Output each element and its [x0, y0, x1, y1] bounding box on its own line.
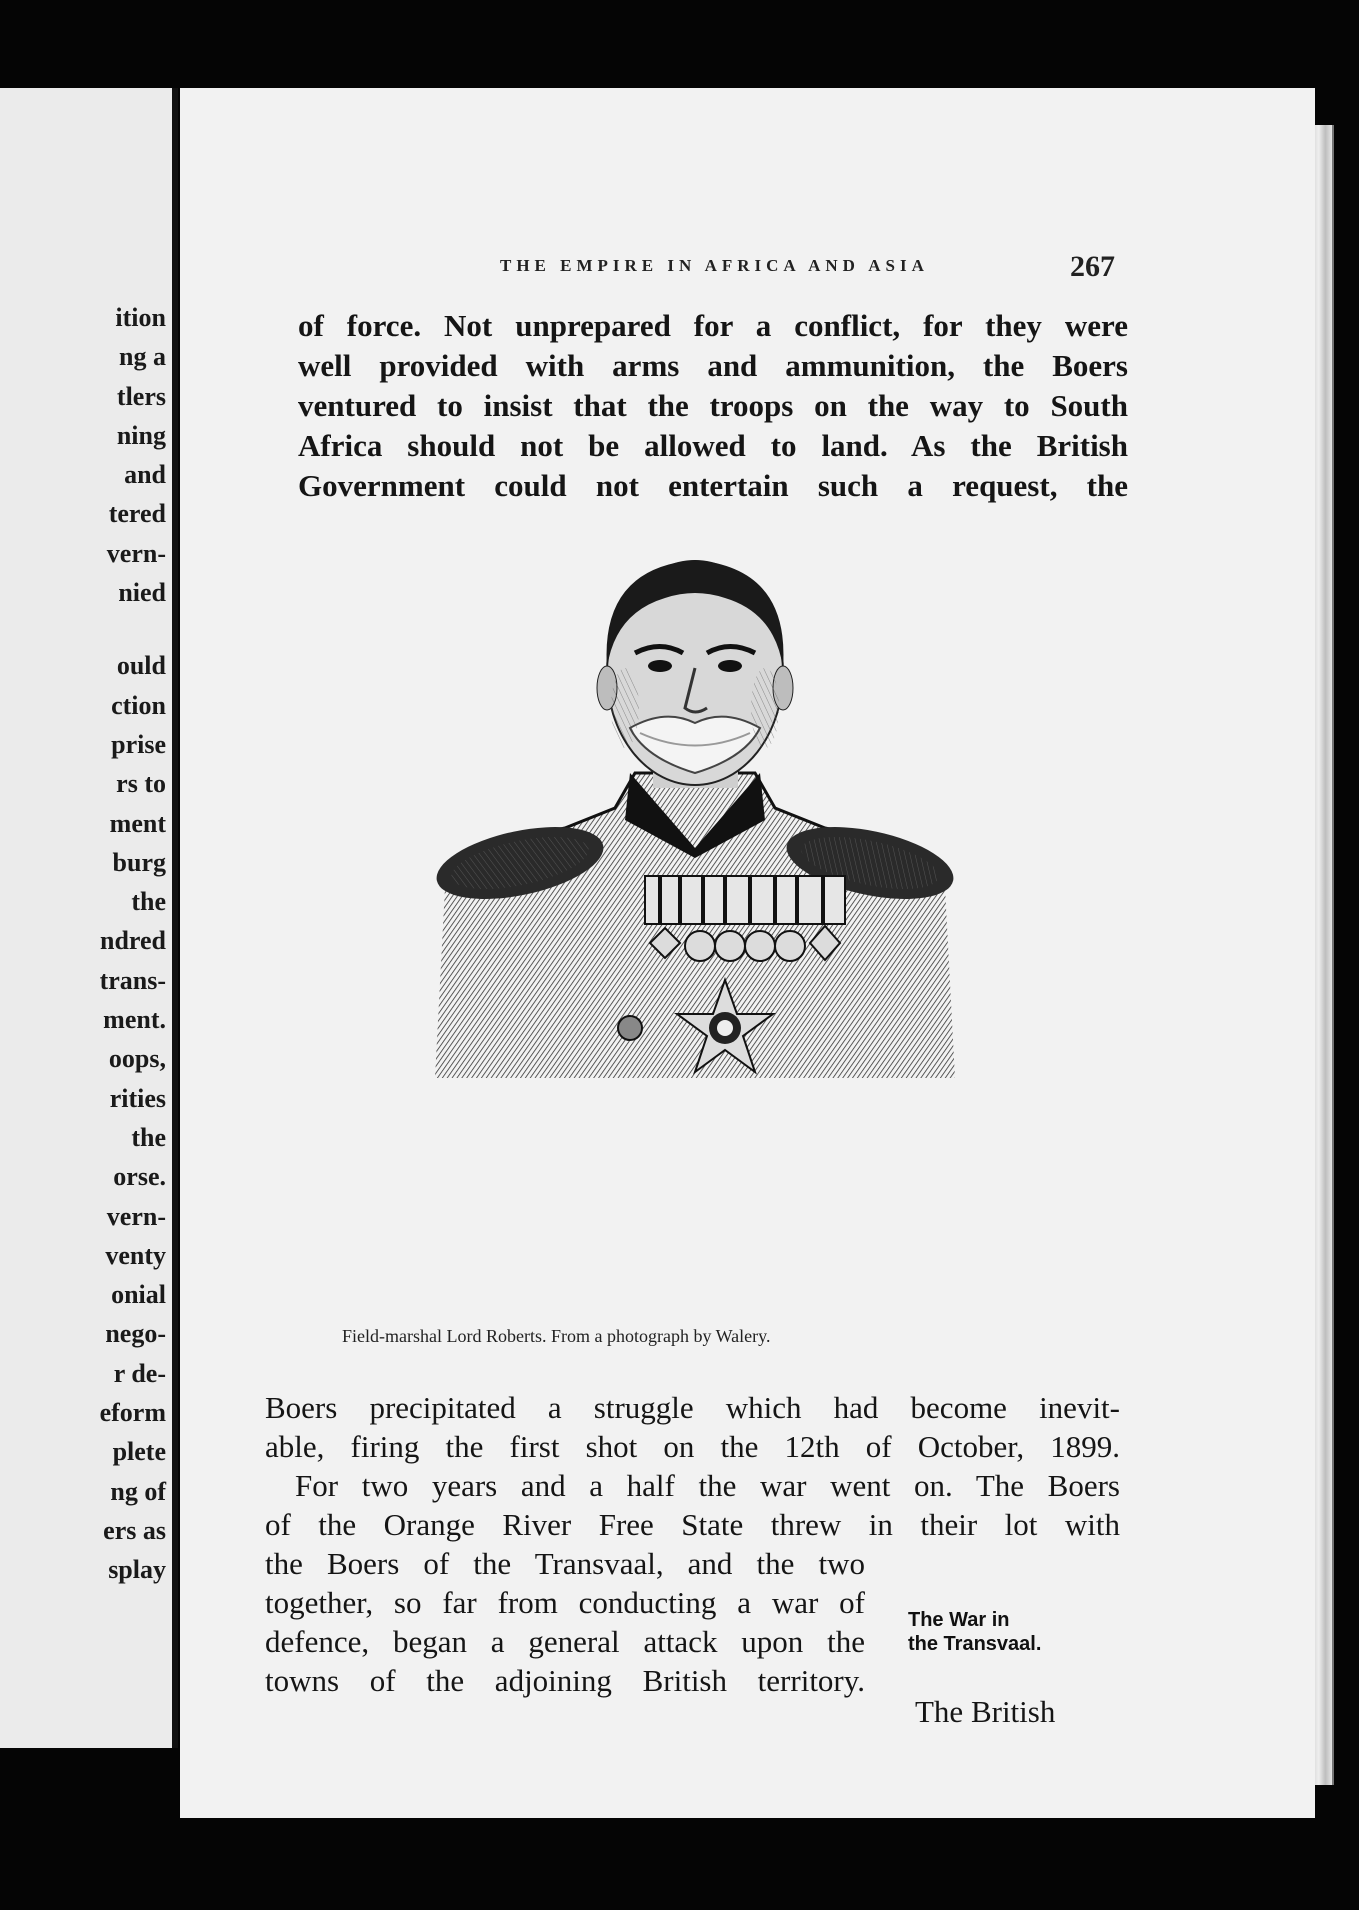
left-line: burg — [112, 847, 166, 877]
left-line: eform — [99, 1398, 166, 1428]
text-line: the Boers of the Transvaal, and the two — [265, 1546, 865, 1581]
left-line: rities — [109, 1083, 166, 1113]
left-facing-page — [0, 88, 178, 1748]
left-line: ng of — [110, 1476, 166, 1506]
margin-note — [908, 1608, 1041, 1656]
left-line: ng a — [119, 342, 166, 372]
left-line: ning — [116, 420, 166, 450]
left-line: ould — [116, 651, 166, 681]
text-line: together, so far from conducting a war of — [265, 1585, 865, 1620]
text-line: Boers precipitated a struggle which had become inevit- — [265, 1390, 1120, 1425]
portrait-engraving — [425, 558, 975, 1078]
text-line-end: The British — [915, 1694, 1056, 1729]
running-head: THE EMPIRE IN AFRICA AND ASIA — [500, 256, 929, 275]
left-line: ment — [109, 808, 166, 838]
left-line: ers as — [103, 1515, 166, 1545]
text-line: of the Orange River Free State threw in their lot with — [265, 1507, 1120, 1542]
left-line: tered — [108, 499, 166, 529]
text-line: able, firing the first shot on the 12th of October, 1899. — [265, 1429, 1120, 1464]
left-page-text — [100, 298, 166, 1590]
left-line: splay — [108, 1555, 166, 1585]
left-line: plete — [112, 1437, 166, 1467]
left-line: onial — [111, 1280, 166, 1310]
text-line: For two years and a half the war went on. The Boers — [295, 1468, 1120, 1503]
left-line: tlers — [116, 381, 166, 411]
left-line: nego- — [105, 1319, 166, 1349]
left-line: oops, — [108, 1044, 166, 1074]
margin-note-line: the Transvaal. — [908, 1633, 1042, 1655]
page-number: 267 — [1070, 250, 1115, 283]
text-line: ventured to insist that the troops on the way to South — [298, 388, 1128, 423]
left-line: vern- — [106, 538, 166, 568]
text-line: Government could not entertain such a request, the — [298, 468, 1128, 503]
left-line: venty — [105, 1240, 166, 1270]
left-line: prise — [111, 729, 166, 759]
text-line: of force. Not unprepared for a conflict, for they were — [298, 308, 1128, 343]
portrait-caption: Field-marshal Lord Roberts. From a photograph by Walery. — [342, 1326, 771, 1346]
book-page — [180, 88, 1315, 1818]
left-line: trans- — [99, 965, 166, 995]
left-line: the — [131, 887, 166, 917]
left-line: vern- — [106, 1201, 166, 1231]
left-line: ction — [111, 690, 166, 720]
left-line: orse. — [113, 1162, 166, 1192]
text-line: defence, began a general attack upon the — [265, 1624, 865, 1659]
text-line: towns of the adjoining British territory. — [265, 1663, 865, 1698]
text-line: well provided with arms and ammunition, the Boers — [298, 348, 1128, 383]
text-line: Africa should not be allowed to land. As the British — [298, 428, 1128, 463]
left-line: rs to — [116, 769, 166, 799]
left-line: ition — [115, 303, 166, 332]
left-line: nied — [118, 578, 166, 608]
left-line: and — [124, 460, 166, 490]
margin-note-line: The War in — [908, 1609, 1010, 1631]
left-line: the — [131, 1122, 166, 1152]
top-paragraph — [298, 306, 1128, 506]
left-line: r de- — [113, 1358, 166, 1388]
left-line: ment. — [103, 1005, 166, 1035]
left-line: ndred — [100, 926, 166, 956]
